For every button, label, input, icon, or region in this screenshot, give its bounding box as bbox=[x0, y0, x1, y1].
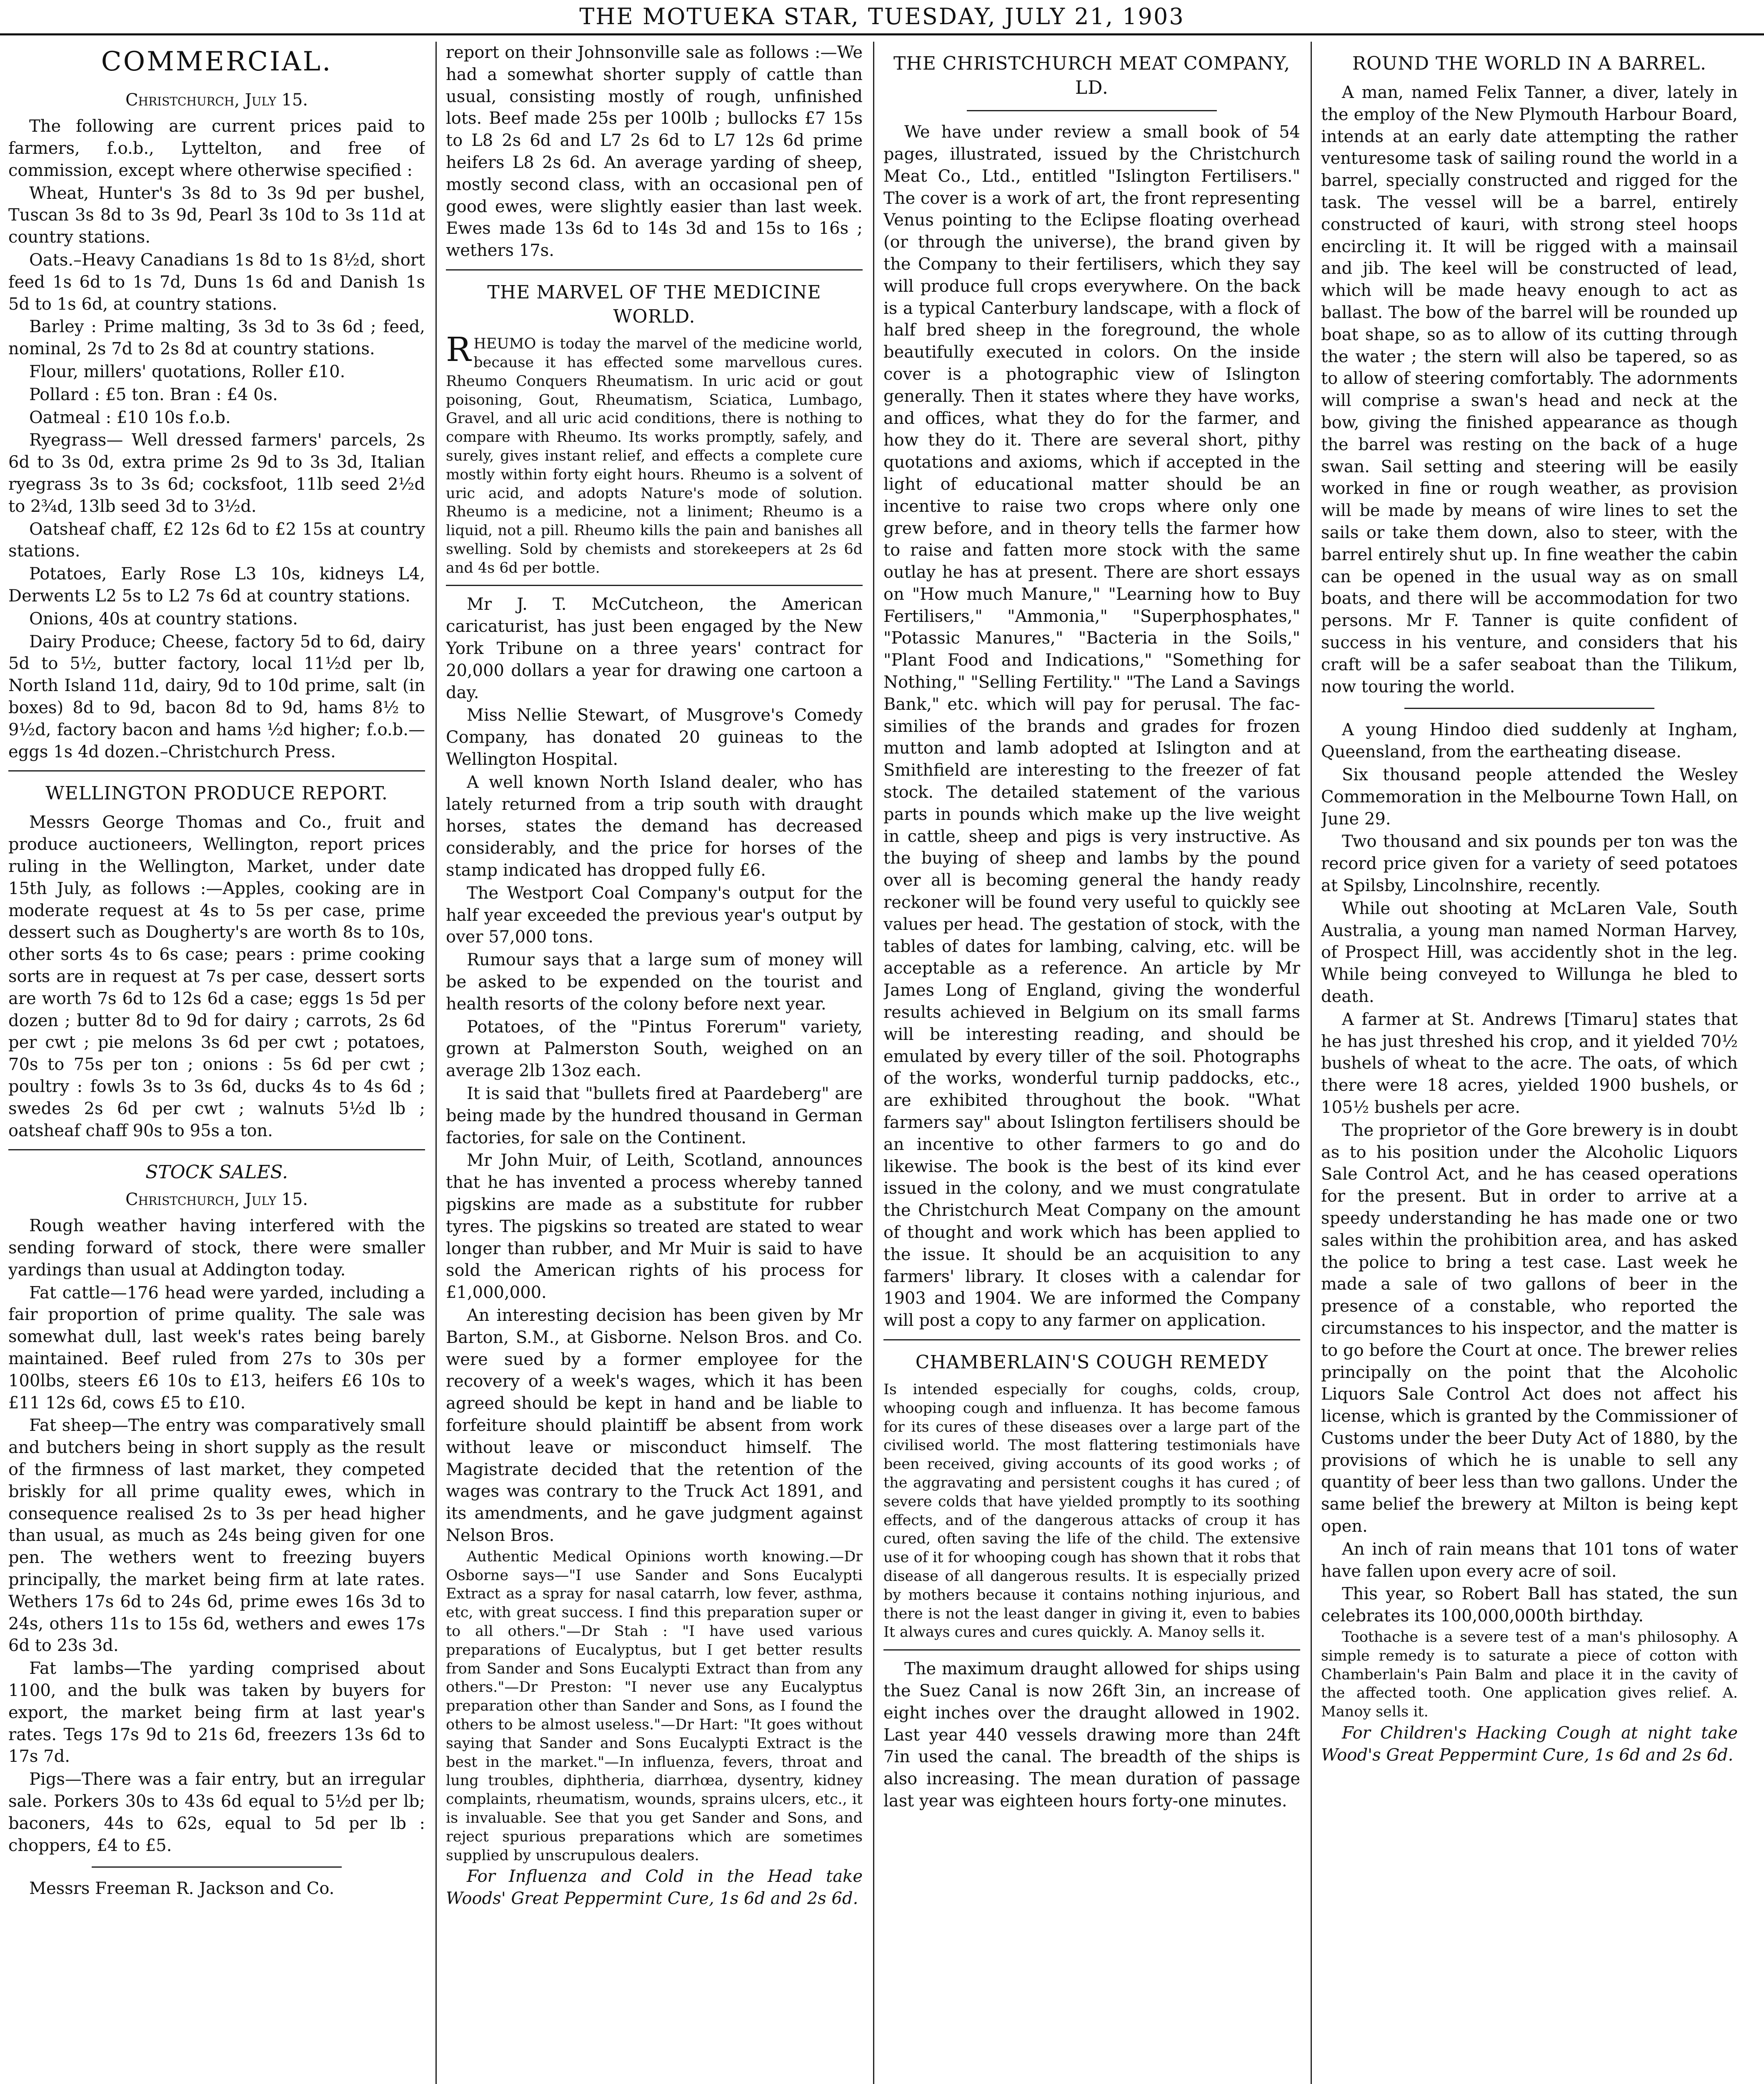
article-paragraph: Potatoes, of the "Pintus Forerum" variety, grown at Palmerston South, weighed on an average 2lb 13oz each. bbox=[446, 1017, 863, 1081]
article-paragraph: An inch of rain means that 101 tons of water have fallen upon every acre of soil. bbox=[1321, 1539, 1738, 1581]
divider bbox=[1404, 708, 1654, 709]
article-paragraph: Rough weather having interfered with the sending forward of stock, there were smaller yardings than usual at Addington today. bbox=[8, 1216, 425, 1280]
article-paragraph: Ryegrass— Well dressed farmers' parcels, 2s 6d to 3s 0d, extra prime 2s 9d to 3s 3d, Italian ryegrass 3s to 3s 6d; cocksfoot, 11lb seed 2½d to 2¾d, 13lb seed 3d to 3½d. bbox=[8, 431, 425, 516]
article-paragraph: A farmer at St. Andrews [Timaru] states that he has just threshed his crop, and it yielded 70½ bushels of wheat to the acre. The oats, of which there were 18 acres, yielded 1900 bushels, or 105½ bushels per acre. bbox=[1321, 1009, 1738, 1117]
meat-company-heading: THE CHRISTCHURCH MEAT COMPANY, LD. bbox=[893, 53, 1290, 99]
divider bbox=[8, 1149, 425, 1150]
column-four bbox=[1321, 42, 1738, 2084]
article-paragraph: Mr John Muir, of Leith, Scotland, announces that he has invented a process whereby tanned pigskins are made as a substitute for rubber tyres. The pigskins so treated are stated to wear longer than rubber, and Mr Muir is said to have sold the American rights of his process for £1,000,000. bbox=[446, 1151, 863, 1302]
article-paragraph: Mr J. T. McCutcheon, the American caricaturist, has just been engaged by the New York Tribune on a three years' contract for 20,000 dollars a year for drawing one cartoon a day. bbox=[446, 595, 863, 702]
divider bbox=[883, 1649, 1300, 1651]
column-rule bbox=[1311, 42, 1312, 2084]
article-paragraph: The following are current prices paid to farmers, f.o.b., Lyttelton, and free of commission, except where otherwise specified : bbox=[8, 117, 425, 180]
column-rule bbox=[873, 42, 874, 2084]
article-paragraph: Dairy Produce; Cheese, factory 5d to 6d, dairy 5d to 5½, butter factory, local 11½d per lb, North Island 11d, dairy, 9d to 10d prime, salt (in boxes) 8d to 9d, bacon 8d to 9d, hams 8½ to 9½d, factory bacon and hams ½d higher; f.o.b.—eggs 1s 4d dozen.–Christchurch Press. bbox=[8, 632, 425, 761]
article-paragraph: Fat cattle—176 head were yarded, including a fair proportion of prime quality. The sale was somewhat dull, last week's rates being barely maintained. Beef ruled from 27s to 30s per 100lbs, steers £6 10s to £13, heifers £6 10s to £11 12s 6d, cows £5 to £10. bbox=[8, 1283, 425, 1413]
article-paragraph: It is said that "bullets fired at Paardeberg" are being made by the hundred thousand in German factories, for sale on the Continent. bbox=[446, 1084, 863, 1147]
dateline: Christchurch, July 15. bbox=[125, 1190, 308, 1210]
divider bbox=[446, 585, 863, 586]
article-paragraph: The proprietor of the Gore brewery is in doubt as to his position under the Alcoholic Liquors Sale Control Act, and he has ceased operations for the present. But in order to arrive at a speedy understanding he has made one or two sales within the prohibition area, and has asked the police to bring a test case. Last week he made a sale of two gallons of beer in the presence of a constable, who reported the circumstances to his inspector, and the matter is to go before the Court at once. The brewer relies principally on the point that the Alcoholic Liquors Sale Control Act does not affect his license, which is granted by the Commissioner of Customs under the beer Duty Act of 1880, by the provisions of which he is unable to sell any quantity of beer less than two gallons. Under the same belief the brewery at Milton is being kept open. bbox=[1321, 1120, 1738, 1536]
rheumo-advert: RHEUMO is today the marvel of the medicine world, because it has effected some marvellous cures. Rheumo Conquers Rheumatism. In uric acid or gout poisoning, Gout, Rheumatism, Sciatica, Lumbago, Gravel, and all uric acid conditions, there is nothing to compare with Rheumo. Its works promptly, safely, and surely, gives instant relief, and effects a complete cure mostly within forty eight hours. Rheumo is a solvent of uric acid, and adopts Nature's mode of solution. Rheumo is a medicine, not a liniment; Rheumo is a liquid, not a pill. Rheumo kills the pain and banishes all swelling. Sold by chemists and storekeepers at 2s 6d and 4s 6d per bottle. bbox=[446, 330, 863, 576]
article-paragraph: Barley : Prime malting, 3s 3d to 3s 6d ; feed, nominal, 2s 7d to 2s 8d at country stations. bbox=[8, 317, 425, 359]
article-paragraph: Oats.–Heavy Canadians 1s 8d to 1s 8½d, short feed 1s 6d to 1s 7d, Duns 1s 6d and Danish 1s 5d to 1s 6d, at country stations. bbox=[8, 250, 425, 314]
rheumo-heading: THE MARVEL OF THE MEDICINE WORLD. bbox=[487, 281, 821, 328]
article-paragraph: While out shooting at McLaren Vale, South Australia, a young man named Norman Harvey, of Prospect Hill, was accidently shot in the leg. While being conveyed to Willunga he bled to death. bbox=[1321, 899, 1738, 1006]
divider bbox=[446, 269, 863, 271]
article-paragraph: Onions, 40s at country stations. bbox=[29, 609, 298, 629]
article-paragraph: Fat sheep—The entry was comparatively small and butchers being in short supply as the result of the firmness of last market, they competed briskly for all prime quality ewes, which in consequence realised 2s to 3s per head higher than usual, as much as 24s being given for one pen. The wethers went to freezing buyers principally, the market being firm at late rates. Wethers 17s 6d to 24s 6d, prime ewes 16s 3d to 24s, others 11s to 15s 6d, wethers and ewes 17s 6d to 23s 3d. bbox=[8, 1416, 425, 1656]
column-two bbox=[446, 42, 863, 2084]
article-paragraph: We have under review a small book of 54 pages, illustrated, issued by the Christchurch Meat Co., Ltd., entitled "Islington Fertilisers." The cover is a work of art, the front representing Venus pointing to the Eclipse floating overhead (or through the universe), the brand given by the Company to their fertilisers, which they say will produce full crops everywhere. On the back is a typical Canterbury landscape, with a flock of half bred sheep in the foreground, the whole beautifully executed in colors. On the inside cover is a photographic view of Islington generally. Then it states where they have works, and offices, what they do for the farmer, and how they do it. There are several short, pithy quotations and axioms, which if accepted in the light of educational matter should be an incentive to raise two crops where only one grew before, and in theory tells the farmer how to raise and fatten more stock with the same outlay he has at present. There are short essays on "How much Manure," "Learning how to Buy Fertilisers," "Ammonia," "Superphosphates," "Potassic Manures," "Bacteria in the Soils," "Plant Food and Indications," "Something for Nothing," "Selling Fertility." "The Land a Savings Bank," etc. which will pay for perusal. The fac-similies of the brands and grades for frozen mutton and lamb adopted at Islington and at Smithfield are interesting to the freezer of fat stock. The detailed statement of the various parts in pounds which make up the live weight in cattle, sheep and pigs is very instructive. As the buying of sheep and lambs by the pound over all is becoming general the handy ready reckoner will be found very useful to quickly see values per head. The gestation of stock, with the tables of dates for lambing, calving, etc. will be acceptable as a reference. An article by Mr James Long of England, giving the wonderful results achieved in Belgium on its small farms will be interesting reading, and should be emulated by every tiller of the soil. Photographs of the works, wonderful turnip paddocks, etc., are exhibited throughout the book. "What farmers say" about Islington fertilisers should be an incentive to other farmers to go and do likewise. The book is the best of its kind ever issued in the colony, and we must congratulate the Christchurch Meat Company on the amount of thought and work which has been applied to the issue. It should be an acquisition to any farmers' library. It closes with a calendar for 1903 and 1904. We are informed the Company will post a copy to any farmer on application. bbox=[883, 123, 1300, 1330]
article-paragraph: Rumour says that a large sum of money will be asked to be expended on the tourist and health resorts of the colony before next year. bbox=[446, 950, 863, 1014]
column-rule bbox=[435, 42, 437, 2084]
column-three bbox=[883, 42, 1300, 2084]
article-paragraph: Pigs—There was a fair entry, but an irregular sale. Porkers 30s to 43s 6d equal to 5½d per lb; baconers, 44s to 62s, equal to 5d per lb : choppers, £4 to £5. bbox=[8, 1770, 425, 1855]
article-paragraph: Oatsheaf chaff, £2 12s 6d to £2 15s at country stations. bbox=[8, 519, 425, 561]
article-paragraph: A well known North Island dealer, who has lately returned from a trip south with draught horses, states the demand has decreased considerably, and the price for horses of the stamp indicated has dropped fully £6. bbox=[446, 772, 863, 880]
article-paragraph: The Westport Coal Company's output for the half year exceeded the previous year's output by over 57,000 tons. bbox=[446, 883, 863, 947]
article-paragraph: A man, named Felix Tanner, a diver, lately in the employ of the New Plymouth Harbour Board, intends at an early date attempting the rather venturesome task of sailing round the world in a barrel, specially constructed and rigged for the task. The vessel will be a barrel, entirely constructed of kauri, with strong steel hoops encircling it. It will be rigged with a mainsail and jib. The keel will be constructed of lead, which will be made heavy enough to act as ballast. The bow of the barrel will be rounded up boat shape, so as to allow of its cutting through the water ; the stern will also be tapered, so as to allow of steering comfortably. The adornments will comprise a swan's head and neck at the bow, giving the finished appearance as though the barrel was resting on the back of a huge swan. Sail setting and steering will be easily worked in fine or rough weather, as provision will be made by means of wire lines to set the sails or take them down, also to steer, with the barrel entirely shut up. In fine weather the cabin can be opened in the usual way as on small boats, and there will be accommodation for two persons. Mr F. Tanner is quite confident of success in his venture, and considers that his craft will be a safer seaboat than the Tilikum, now touring the world. bbox=[1321, 83, 1738, 696]
article-paragraph: Messrs Freeman R. Jackson and Co. bbox=[29, 1879, 335, 1899]
divider bbox=[967, 110, 1217, 111]
wellington-heading: WELLINGTON PRODUCE REPORT. bbox=[45, 783, 388, 804]
article-paragraph: Two thousand and six pounds per ton was the record price given for a variety of seed potatoes at Spilsby, Lincolnshire, recently. bbox=[1321, 832, 1738, 895]
barrel-heading: ROUND THE WORLD IN A BARREL. bbox=[1352, 53, 1707, 74]
article-paragraph: Oatmeal : £10 10s f.o.b. bbox=[29, 408, 231, 427]
pain-balm-advert: Toothache is a severe test of a man's philosophy. A simple remedy is to saturate a piece of cotton with Chamberlain's Pain Balm and place it in the cavity of the affected tooth. One application gives relief. A. Manoy sells it. bbox=[1321, 1629, 1738, 1721]
peppermint-cure-notice: For Children's Hacking Cough at night take Wood's Great Peppermint Cure, 1s 6d and 2s 6d. bbox=[1321, 1723, 1738, 1765]
article-paragraph: Flour, millers' quotations, Roller £10. bbox=[29, 362, 345, 382]
divider bbox=[92, 1866, 342, 1868]
cough-remedy-heading: CHAMBERLAIN'S COUGH REMEDY bbox=[915, 1351, 1269, 1373]
dateline: Christchurch, July 15. bbox=[125, 90, 308, 110]
article-paragraph: Miss Nellie Stewart, of Musgrove's Comedy Company, has donated 20 guineas to the Wellington Hospital. bbox=[446, 706, 863, 769]
divider bbox=[883, 1339, 1300, 1340]
masthead bbox=[0, 0, 1764, 35]
article-paragraph: Messrs George Thomas and Co., fruit and produce auctioneers, Wellington, report prices ruling in the Wellington, Market, under date 15th July, as follows :—Apples, cooking are in moderate request at 4s to 5s per case, prime dessert such as Dougherty's are worth 8s to 10s, other sorts 4s to 6s case; pears : prime cooking sorts are in request at 7s per case, dessert sorts are worth 7s 6d to 12s 6d a case; eggs 1s 5d per dozen ; butter 8d to 9d for dairy ; carrots, 2s 6d per cwt ; pie melons 3s 6d per cwt ; potatoes, 70s to 75s per ton ; onions : 5s 6d per cwt ; poultry : fowls 3s to 3s 6d, ducks 4s to 4s 6d ; swedes 2s 6d per cwt ; walnuts 5½d lb ; oatsheaf chaff 90s to 95s a ton. bbox=[8, 813, 425, 1140]
commercial-heading: COMMERCIAL. bbox=[101, 46, 333, 77]
article-paragraph: Potatoes, Early Rose L3 10s, kidneys L4, Derwents L2 5s to L2 7s 6d at country stations. bbox=[8, 564, 425, 606]
cough-remedy-advert: Is intended especially for coughs, colds, croup, whooping cough and influenza. It has become famous for its cures of these diseases over a large part of the civilised world. The most flattering testimonials have been received, giving accounts of its good works ; of the aggravating and persistent coughs it has cured ; of severe colds that have yielded promptly to its soothing effects, and of the dangerous attacks of croup it has cured, often saving the life of the child. The extensive use of it for whooping cough has shown that it robs that disease of all dangerous results. It is especially prized by mothers because it contains nothing injurious, and there is not the least danger in giving it, even to babies It always cures and cures quickly. A. Manoy sells it. bbox=[883, 1381, 1300, 1641]
divider bbox=[8, 770, 425, 771]
eucalypti-advert: Authentic Medical Opinions worth knowing.—Dr Osborne says—"I use Sander and Sons Eucalypti Extract as a spray for nasal catarrh, low fever, asthma, etc, with great success. I find this preparation super or to all others."—Dr Stah : "I have used various preparations of Eucalyptus, but I get better results from Sander and Sons Eucalypti Extract than from any others."—Dr Preston: "I never use any Eucalyptus preparation other than Sander and Sons, as I found the others to be almost useless."—Dr Hart: "It goes without saying that Sander and Sons Eucalypti Extract is the best in the market."—In influenza, fevers, throat and lung troubles, diphtheria, diarrhœa, dysentry, kidney complaints, rheumatism, wounds, sprains ulcers, etc., it is invaluable. See that you get Sander and Sons, and reject spurious preparations which are sometimes supplied by unscrupulous dealers. bbox=[446, 1548, 863, 1864]
article-paragraph: The maximum draught allowed for ships using the Suez Canal is now 26ft 3in, an increase of eight inches over the draught allowed in 1902. Last year 440 vessels drawing more than 24ft 7in used the canal. The breadth of the ships is also increasing. The mean duration of passage last year was eighteen hours forty-one minutes. bbox=[883, 1659, 1300, 1811]
masthead-title: THE MOTUEKA STAR, TUESDAY, JULY 21, 1903 bbox=[579, 3, 1185, 30]
article-paragraph: report on their Johnsonville sale as follows :—We had a somewhat shorter supply of cattle than usual, consisting mostly of rough, unfinished lots. Beef made 25s per 100lb ; bullocks £7 15s to L8 2s 6d and L7 2s 6d to L7 12s 6d prime heifers L8 2s 6d. An average yarding of sheep, mostly second class, with an occasional pen of good ewes, were slightly easier than last week. Ewes made 13s 6d to 14s 3d and 15s to 16s ; wethers 17s. bbox=[446, 43, 863, 260]
article-paragraph: A young Hindoo died suddenly at Ingham, Queensland, from the eartheating disease. bbox=[1321, 720, 1738, 762]
article-paragraph: An interesting decision has been given by Mr Barton, S.M., at Gisborne. Nelson Bros. and Co. were sued by a former employee for the recovery of a week's wages, which it has been agreed should be kept in hand and be liable to forfeiture should plaintiff be absent from work without leave or misconduct himself. The Magistrate decided that the retention of the wages was contrary to the Truck Act 1891, and its amendments, and he gave judgment against Nelson Bros. bbox=[446, 1305, 863, 1545]
article-paragraph: Pollard : £5 ton. Bran : £4 0s. bbox=[29, 385, 278, 404]
column-commercial bbox=[8, 42, 425, 2084]
article-paragraph: This year, so Robert Ball has stated, the sun celebrates its 100,000,000th birthday. bbox=[1321, 1584, 1738, 1626]
article-paragraph: Six thousand people attended the Wesley Commemoration in the Melbourne Town Hall, on June 29. bbox=[1321, 765, 1738, 829]
article-paragraph: Fat lambs—The yarding comprised about 1100, and the bulk was taken by buyers for export, the market being firm at last year's rates. Tegs 17s 9d to 21s 6d, freezers 13s 6d to 17s 7d. bbox=[8, 1659, 425, 1766]
peppermint-cure-notice: For Influenza and Cold in the Head take Woods' Great Peppermint Cure, 1s 6d and 2s 6d. bbox=[446, 1867, 863, 1909]
stock-sales-heading: STOCK SALES. bbox=[145, 1162, 288, 1183]
article-paragraph: Wheat, Hunter's 3s 8d to 3s 9d per bushel, Tuscan 3s 8d to 3s 9d, Pearl 3s 10d to 3s 11d at country stations. bbox=[8, 183, 425, 247]
